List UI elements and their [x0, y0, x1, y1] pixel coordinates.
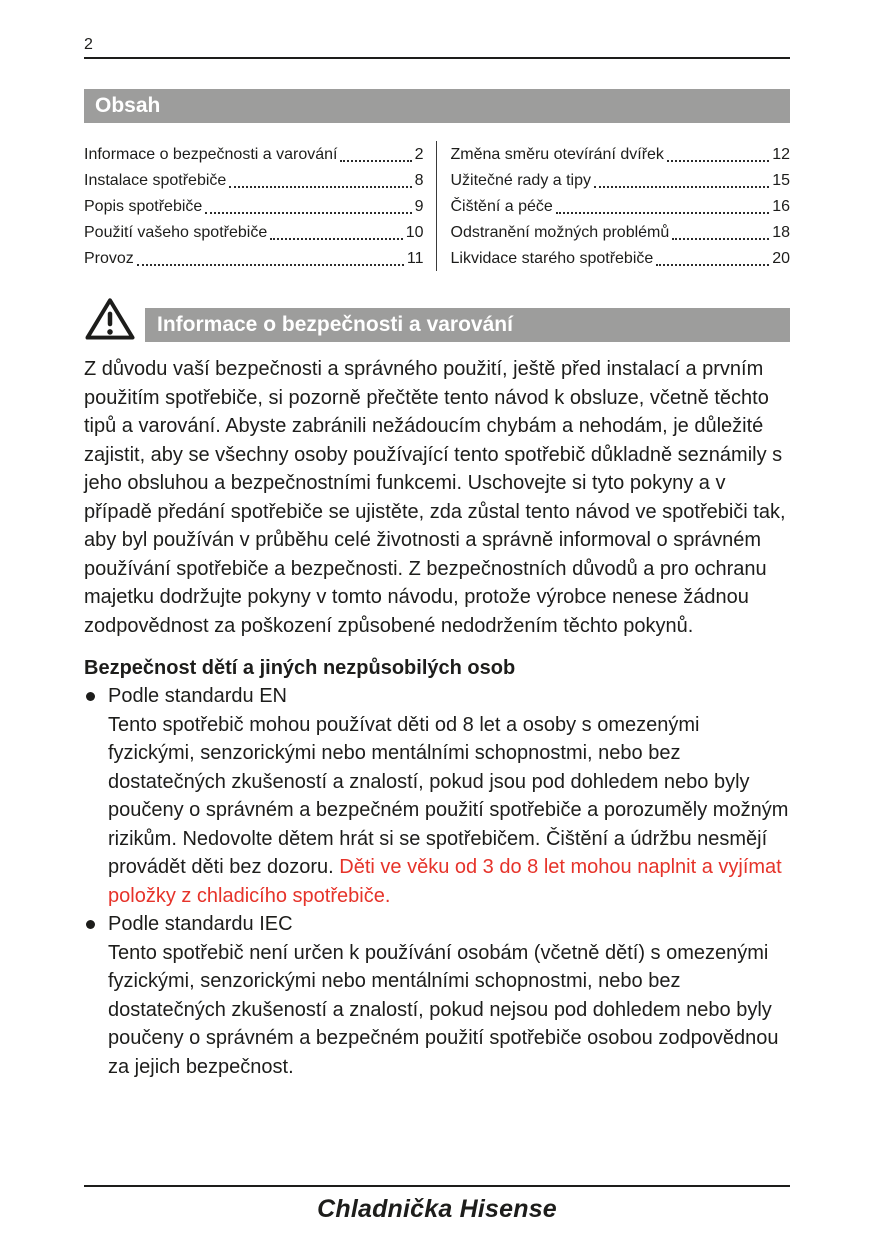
- toc-entry-page: 10: [405, 224, 424, 241]
- toc-title-bar: [84, 89, 790, 123]
- table-of-contents: [84, 141, 790, 271]
- toc-entry-label: Odstranění možných problémů: [450, 224, 670, 241]
- toc-entry-page: 11: [406, 250, 424, 267]
- page-number: 2: [84, 36, 93, 53]
- bullet-body: [108, 939, 790, 1082]
- toc-entry-label: Likvidace starého spotřebiče: [450, 250, 654, 267]
- toc-entry: [84, 167, 424, 193]
- bullet-title: Podle standardu EN: [108, 685, 288, 707]
- toc-entry: [84, 219, 424, 245]
- dot-leader: [656, 264, 769, 266]
- toc-entry: [84, 245, 424, 271]
- children-safety-heading: Bezpečnost dětí a jiných nezpůsobilých osob: [84, 657, 516, 679]
- bullet-body-text: Tento spotřebič mohou používat děti od 8 let a osoby s omezenými fyzickými, senzorickými nebo mentálními schopnostmi, nebo bez dostatečných zkušeností a znalostí, pokud jsou pod dohledem nebo byly poučeny o správném a bezpečném použití spotřebiče a porozuměly možným rizikům. Nedovolte dětem hrát si se spotřebičem. Čištění a údržbu nesmějí provádět děti bez dozoru.: [108, 713, 789, 878]
- toc-entry-label: Použití vašeho spotřebiče: [84, 224, 268, 241]
- toc-entry-label: Změna směru otevírání dvířek: [450, 146, 664, 163]
- dot-leader: [672, 238, 769, 240]
- dot-leader: [556, 212, 769, 214]
- toc-entry: [451, 167, 791, 193]
- toc-entry-page: 9: [414, 198, 424, 215]
- list-item-standard-en: [84, 682, 790, 910]
- bullet-body: [108, 711, 790, 911]
- toc-entry-page: 16: [772, 198, 790, 215]
- list-item-standard-iec: [84, 910, 790, 1081]
- toc-entry-label: Užitečné rady a tipy: [450, 172, 592, 189]
- toc-entry-label: Popis spotřebiče: [84, 198, 203, 215]
- toc-entry: [451, 193, 791, 219]
- dot-leader: [229, 186, 411, 188]
- bullet-icon: [86, 692, 95, 701]
- toc-entry-label: Instalace spotřebiče: [84, 172, 227, 189]
- toc-entry: [84, 193, 424, 219]
- dot-leader: [270, 238, 402, 240]
- toc-entry-label: Provoz: [84, 250, 134, 267]
- section-title-bar: [145, 308, 790, 342]
- toc-column-right: [436, 141, 791, 271]
- toc-entry-page: 2: [414, 146, 424, 163]
- bullet-title: Podle standardu IEC: [108, 913, 293, 935]
- toc-entry-label: Čištění a péče: [450, 198, 553, 215]
- warning-triangle-icon: [84, 295, 136, 342]
- toc-entry: [451, 219, 791, 245]
- bullet-highlight-text: Děti ve věku od 3 do 8 let mohou naplnit a vyjímat položky z chladicího spotřebiče.: [108, 856, 782, 907]
- footer-rule: [84, 1185, 790, 1187]
- safety-section-header: [84, 295, 790, 342]
- header-rule: [84, 57, 790, 59]
- dot-leader: [667, 160, 769, 162]
- toc-entry-page: 12: [772, 146, 790, 163]
- page-footer: [84, 1185, 790, 1224]
- toc-column-left: [84, 141, 436, 271]
- dot-leader: [594, 186, 769, 188]
- bullet-icon: [86, 920, 95, 929]
- brand-name: Chladnička Hisense: [317, 1195, 557, 1223]
- toc-entry: [451, 245, 791, 271]
- toc-entry-page: 20: [772, 250, 790, 267]
- toc-entry-label: Informace o bezpečnosti a varování: [84, 146, 338, 163]
- toc-entry-page: 8: [414, 172, 424, 189]
- toc-entry-page: 15: [772, 172, 790, 189]
- toc-title: Obsah: [95, 94, 161, 117]
- dot-leader: [340, 160, 411, 162]
- section-title: Informace o bezpečnosti a varování: [157, 313, 513, 336]
- dot-leader: [205, 212, 411, 214]
- toc-entry-page: 18: [772, 224, 790, 241]
- bullet-body-text: Tento spotřebič není určen k používání osobám (včetně dětí) s omezenými fyzickými, senzorickými nebo mentálními schopnostmi, nebo bez dostatečných zkušeností a znalostí, pokud nejsou pod dohledem nebo byly poučeny o správném a bezpečném použití spotřebiče osobou zodpovědnou za jejich bezpečnost.: [108, 941, 779, 1078]
- toc-entry: [84, 141, 424, 167]
- toc-entry: [451, 141, 791, 167]
- safety-intro-paragraph: Z důvodu vaší bezpečnosti a správného použití, ještě před instalací a prvním použitím spotřebiče, si pozorně přečtěte tento návod k obsluze, včetně těchto tipů a varování. Abyste zabránili nežádoucím chybám a nehodám, je důležité zajistit, aby se všechny osoby používající tento spotřebič důkladně seznámily s jeho obsluhou a bezpečnostními funkcemi. Uschovejte si tyto pokyny a v případě předání spotřebiče se ujistěte, zda zůstal tento návod ve spotřebiči tak, aby byl používán v průběhu celé životnosti a správně informoval o správném používání spotřebiče a bezpečnosti. Z bezpečnostních důvodů a pro ochranu majetku dodržujte pokyny v tomto návodu, protože výrobce nenese žádnou zodpovědnost za poškození způsobené nedodržením těchto pokynů.: [84, 358, 786, 637]
- dot-leader: [137, 264, 404, 266]
